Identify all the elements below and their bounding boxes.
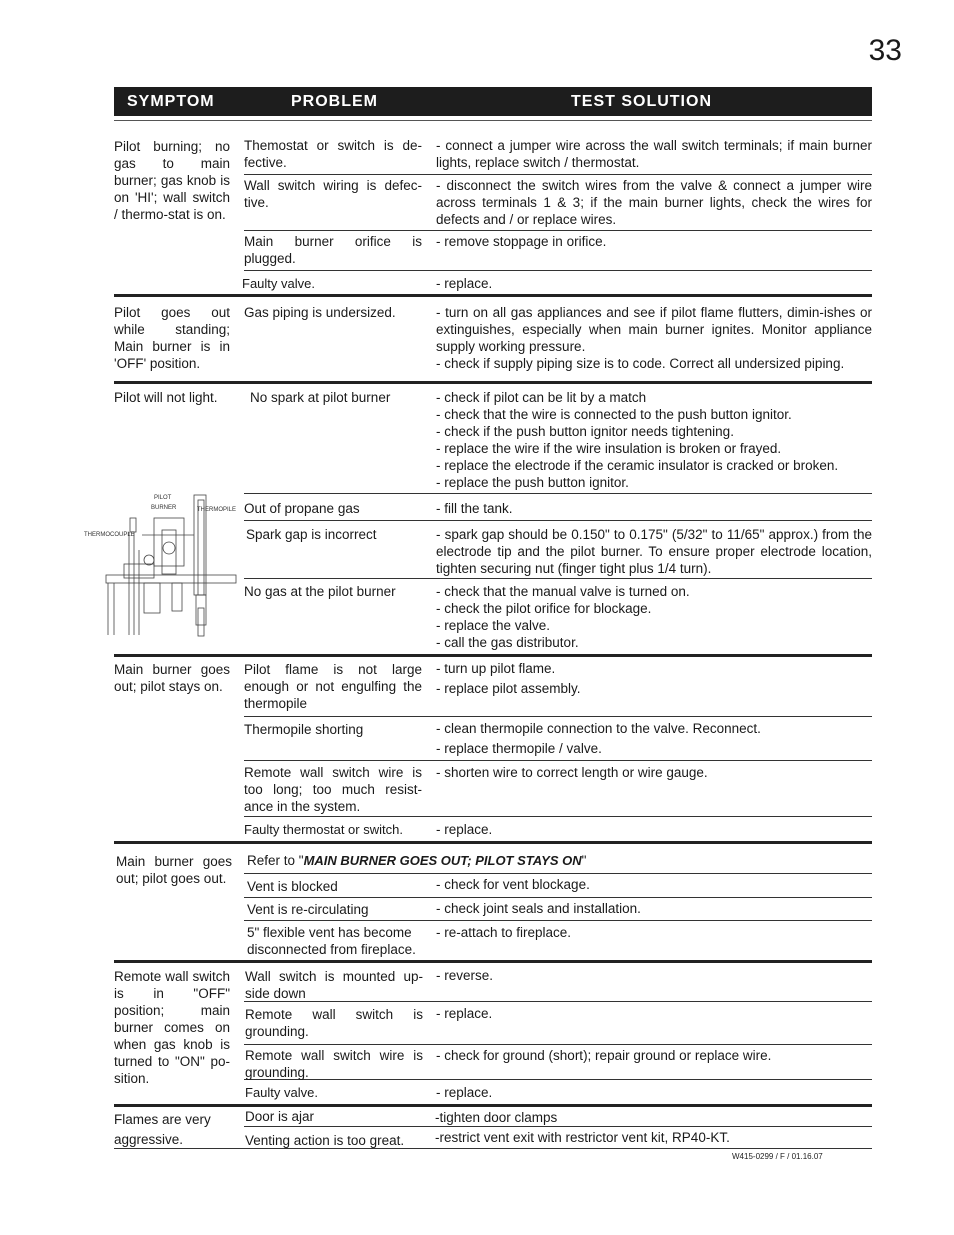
refer-suffix: " xyxy=(581,853,587,868)
symptom-group xyxy=(114,852,872,963)
problem-text: Faulty valve. xyxy=(242,276,315,291)
solution-text: - check for vent blockage. xyxy=(436,877,590,892)
problem-text: 5" flexible vent has become disconnected from fireplace. xyxy=(247,925,416,957)
table-header xyxy=(114,87,872,116)
solution-item: - turn up pilot flame. xyxy=(436,661,556,676)
solution-list xyxy=(436,583,872,651)
problem-row xyxy=(244,661,872,717)
solution-text: - replace. xyxy=(436,822,493,837)
problem-text: Faulty thermostat or switch. xyxy=(244,822,403,837)
problem-text: Pilot flame is not large enough or not engulfing the thermopile xyxy=(244,662,422,711)
symptom-text: Pilot will not light. xyxy=(114,390,218,405)
problem-row xyxy=(244,583,872,651)
symptom-text: Main burner goes out; pilot stays on. xyxy=(114,662,230,694)
problem-row xyxy=(244,304,872,378)
refer-row xyxy=(244,852,872,874)
problem-row xyxy=(244,1108,872,1127)
solution-item: - replace the wire if the wire insulation is broken or frayed. xyxy=(436,441,782,456)
problem-row xyxy=(244,500,872,521)
problem-text: Gas piping is undersized. xyxy=(244,305,396,320)
problem-text: Spark gap is incorrect xyxy=(246,527,377,542)
problem-text: Thermopile shorting xyxy=(244,722,364,737)
problem-row xyxy=(244,233,872,271)
problem-row xyxy=(244,900,872,921)
problem-text: No gas at the pilot burner xyxy=(244,584,396,599)
solution-item: - call the gas distributor. xyxy=(436,635,579,650)
solution-text: - check for ground (short); repair ground or replace wire. xyxy=(436,1048,772,1063)
solution-list xyxy=(436,719,872,759)
solution-text: - replace. xyxy=(436,1006,493,1021)
solution-text: - disconnect the switch wires from the valve & connect a jumper wire across terminals 1 & 3; if the main burner lights, check the wires for defects and / or replace wires. xyxy=(436,178,872,227)
problem-text: Out of propane gas xyxy=(244,501,360,516)
symptom-text: Flames are very aggressive. xyxy=(114,1112,211,1147)
solution-item: - check that the manual valve is turned on. xyxy=(436,584,690,599)
solution-item: - replace the valve. xyxy=(436,618,551,633)
problem-text: Remote wall switch is grounding. xyxy=(245,1007,423,1039)
solution-item: - replace thermopile / valve. xyxy=(436,741,602,756)
problem-text: Themostat or switch is de-fective. xyxy=(244,138,422,170)
page-number: 33 xyxy=(868,34,902,67)
symptom-group xyxy=(114,137,872,297)
diagram-label-thermocouple: THERMOCOUPLE xyxy=(84,532,135,538)
problem-row xyxy=(244,275,872,293)
solution-list xyxy=(436,304,872,372)
header-solution: TEST SOLUTION xyxy=(571,93,712,110)
symptom-text: Remote wall switch is in "OFF" position; main burner comes on when gas knob is turned to "ON" po-sition. xyxy=(114,969,230,1086)
problem-row xyxy=(244,1006,872,1045)
solution-item: - check the pilot orifice for blockage. xyxy=(436,601,652,616)
solution-text: - check joint seals and installation. xyxy=(436,901,641,916)
problem-row xyxy=(244,1084,872,1102)
problem-row xyxy=(244,821,872,839)
solution-list xyxy=(436,389,872,491)
problem-text: Wall switch wiring is defec-tive. xyxy=(244,178,422,210)
problem-text: Vent is blocked xyxy=(247,879,338,894)
refer-prefix: Refer to " xyxy=(247,853,304,868)
solution-item: - check if the push button ignitor needs tightening. xyxy=(436,424,734,439)
symptom-group xyxy=(114,303,872,384)
problem-row xyxy=(244,1130,872,1148)
refer-link: MAIN BURNER GOES OUT; PILOT STAYS ON xyxy=(303,853,582,868)
problem-row xyxy=(244,1047,872,1080)
symptom-text: Main burner goes out; pilot goes out. xyxy=(116,854,232,886)
solution-text: - replace. xyxy=(436,1085,493,1100)
problem-row xyxy=(244,764,872,817)
solution-text: -restrict vent exit with restrictor vent kit, RP40-KT. xyxy=(435,1130,730,1145)
solution-text: - re-attach to fireplace. xyxy=(436,925,572,940)
problem-text: Wall switch is mounted up-side down xyxy=(245,969,423,1001)
problem-row xyxy=(244,968,872,1002)
problem-text: Vent is re-circulating xyxy=(247,902,369,917)
diagram-label-pilot: PILOT xyxy=(154,495,172,501)
problem-row xyxy=(244,389,872,494)
header-problem: PROBLEM xyxy=(291,93,378,110)
solution-item: - replace the electrode if the ceramic insulator is cracked or broken. xyxy=(436,458,839,473)
solution-text: - shorten wire to correct length or wire gauge. xyxy=(436,765,708,780)
solution-text: - fill the tank. xyxy=(436,501,513,516)
solution-item: - replace pilot assembly. xyxy=(436,681,581,696)
solution-text: -tighten door clamps xyxy=(435,1110,558,1125)
problem-row xyxy=(244,526,872,579)
diagram-label-thermopile: THERMOPILE xyxy=(197,507,237,513)
problem-row xyxy=(244,721,872,761)
symptom-group xyxy=(114,661,872,844)
problem-text: Door is ajar xyxy=(245,1109,315,1124)
solution-item: - check if supply piping size is to code. Correct all undersized piping. xyxy=(436,356,845,371)
solution-item: - check if pilot can be lit by a match xyxy=(436,390,647,405)
problem-text: Main burner orifice is plugged. xyxy=(244,234,422,266)
solution-list xyxy=(436,659,872,699)
problem-text: No spark at pilot burner xyxy=(250,390,391,405)
problem-text: Faulty valve. xyxy=(245,1085,318,1100)
diagram-label-burner: BURNER xyxy=(151,505,177,511)
header-symptom: SYMPTOM xyxy=(127,93,215,110)
header-divider xyxy=(114,120,872,121)
problem-text: Remote wall switch wire is grounding. xyxy=(245,1048,423,1080)
pilot-assembly-diagram xyxy=(84,490,244,642)
solution-item: - clean thermopile connection to the valve. Reconnect. xyxy=(436,721,761,736)
refer-text xyxy=(247,852,586,869)
solution-text: - connect a jumper wire across the wall switch terminals; if main burner lights, replace switch / thermostat. xyxy=(436,138,872,170)
solution-item: - check that the wire is connected to the push button ignitor. xyxy=(436,407,792,422)
symptom-text: Pilot burning; no gas to main burner; gas knob is on 'HI'; wall switch / thermo-stat is on. xyxy=(114,139,230,222)
problem-row xyxy=(244,876,872,898)
problem-text: Venting action is too great. xyxy=(245,1133,405,1148)
problem-row xyxy=(244,924,872,958)
solution-item: - replace the push button ignitor. xyxy=(436,475,629,490)
problem-row xyxy=(244,137,872,175)
symptom-text: Pilot goes out while standing; Main burner is in 'OFF' position. xyxy=(114,305,230,371)
symptom-group xyxy=(114,1108,872,1149)
problem-text: Remote wall switch wire is too long; too much resist-ance in the system. xyxy=(244,765,422,814)
document-code: W415-0299 / F / 01.16.07 xyxy=(732,1152,823,1161)
symptom-group xyxy=(114,968,872,1107)
solution-text: - remove stoppage in orifice. xyxy=(436,234,607,249)
solution-text: - replace. xyxy=(436,276,493,291)
solution-text: - reverse. xyxy=(436,968,494,983)
solution-item: - turn on all gas appliances and see if pilot flame flutters, dimin-ishes or extinguishes, especially when main burner ignites. Monitor appliance supply working pressure. xyxy=(436,305,872,354)
problem-row xyxy=(244,177,872,231)
solution-text: - spark gap should be 0.150" to 0.175" (5/32" to 11/65" approx.) from the electrode tip and the pilot burner. To ensure proper electrode location, tighten securing nut (finger tight plus 1/4 turn). xyxy=(436,527,872,576)
